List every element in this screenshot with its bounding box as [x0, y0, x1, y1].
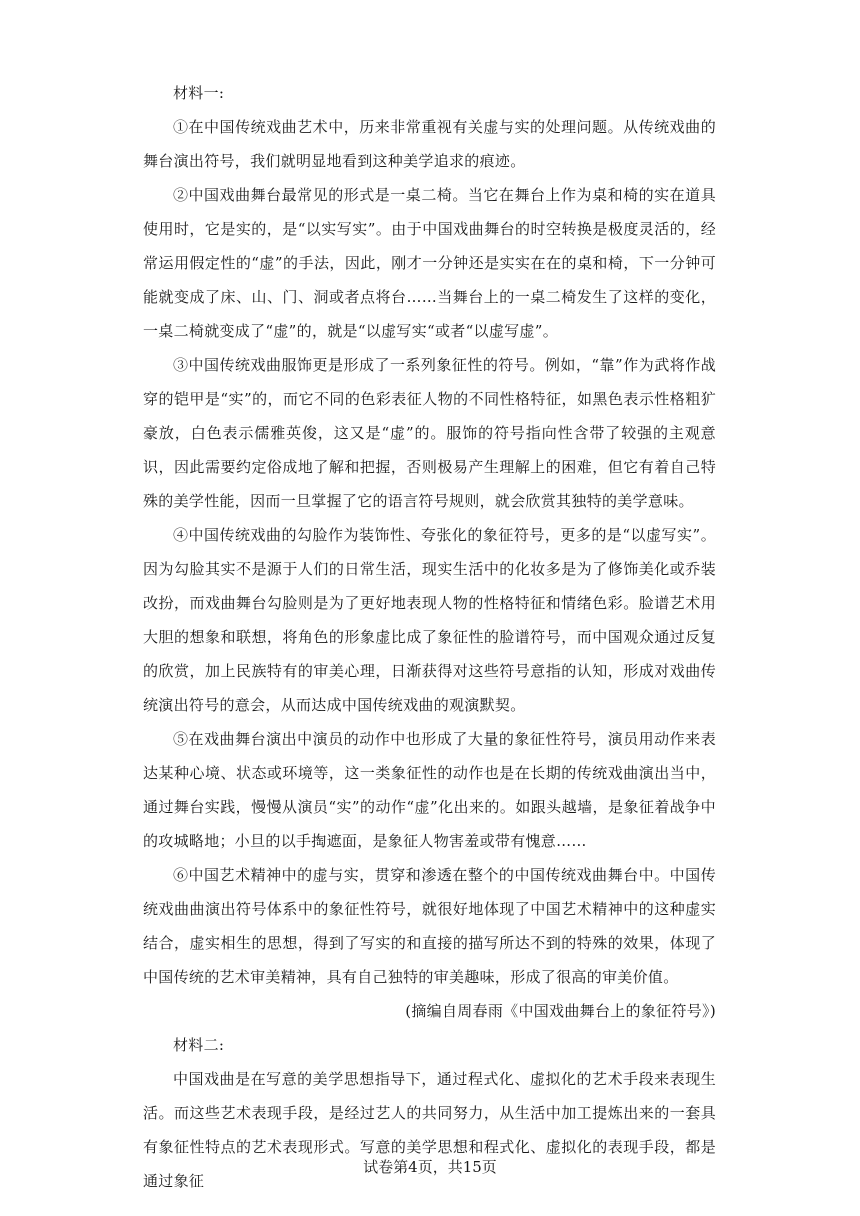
paragraph-5: ⑤在戏曲舞台演出中演员的动作中也形成了大量的象征性符号，演员用动作来表达某种心境、状态或环境等，这一类象征性的动作也是在长期的传统戏曲演出当中，通过舞台实践，慢慢从演员“实”的动作“虚”化出来的。如跟头越墙，是象征着战争中的攻城略地；小旦的以手掏遮面，是象征人物害羞或带有愧意…… — [143, 730, 716, 850]
paragraph-1: ①在中国传统戏曲艺术中，历来非常重视有关虚与实的处理问题。从传统戏曲的舞台演出符号，我们就明显地看到这种美学追求的痕迹。 — [143, 118, 716, 170]
page-footer: 试卷第4页，共15页 — [363, 1158, 497, 1176]
material-two-paragraph-1: 中国戏曲是在写意的美学思想指导下，通过程式化、虚拟化的艺术手段来表现生活。而这些艺术表现手段，是经过艺人的共同努力，从生活中加工提炼出来的一套具有象征性特点的艺术表现形式。写意的美学思想和程式化、虚拟化的表现手段，都是通过象征 — [143, 1070, 716, 1190]
paragraph-2: ②中国戏曲舞台最常见的形式是一桌二椅。当它在舞台上作为桌和椅的实在道具使用时，它是实的，是“以实写实”。由于中国戏曲舞台的时空转换是极度灵活的，经常运用假定性的“虚”的手法，因此，刚才一分钟还是实实在在的桌和椅，下一分钟可能就变成了床、山、门、洞或者点将台……当舞台上的一桌二椅发生了这样的变化，一桌二椅就变成了“虚”的，就是“以虚写实“或者“以虚写虚”。 — [143, 186, 716, 340]
material-two-heading: 材料二: — [173, 1036, 225, 1054]
material-one-heading: 材料一: — [173, 84, 225, 102]
paragraph-3: ③中国传统戏曲服饰更是形成了一系列象征性的符号。例如，“靠”作为武将作战穿的铠甲是“实”的，而它不同的色彩表征人物的不同性格特征，如黑色表示性格粗犷豪放，白色表示儒雅英俊，这又是“虚”的。服饰的符号指向性含带了较强的主观意识，因此需要约定俗成地了解和把握，否则极易产生理解上的困难，但它有着自己特殊的美学性能，因而一旦掌握了它的语言符号规则，就会欣赏其独特的美学意味。 — [143, 356, 716, 510]
paragraph-4: ④中国传统戏曲的勾脸作为装饰性、夸张化的象征符号，更多的是“以虚写实”。因为勾脸其实不是源于人们的日常生活，现实生活中的化妆多是为了修饰美化或乔装改扮，而戏曲舞台勾脸则是为了更好地表现人物的性格特征和情绪色彩。脸谱艺术用大胆的想象和联想，将角色的形象虚比成了象征性的脸谱符号，而中国观众通过反复的欣赏，加上民族特有的审美心理，日渐获得对这些符号意指的认知，形成对戏曲传统演出符号的意会，从而达成中国传统戏曲的观演默契。 — [143, 526, 716, 714]
material-one-source: (摘编自周春雨《中国戏曲舞台上的象征符号》) — [405, 1002, 716, 1020]
paragraph-6: ⑥中国艺术精神中的虚与实，贯穿和渗透在整个的中国传统戏曲舞台中。中国传统戏曲曲演出符号体系中的象征性符号，就很好地体现了中国艺术精神中的这种虚实结合，虚实相生的思想，得到了写实的和直接的描写所达不到的特殊的效果，体现了中国传统的艺术审美精神，具有自己独特的审美趣味，形成了很高的审美价值。 — [143, 866, 716, 986]
page-content — [143, 76, 716, 1198]
